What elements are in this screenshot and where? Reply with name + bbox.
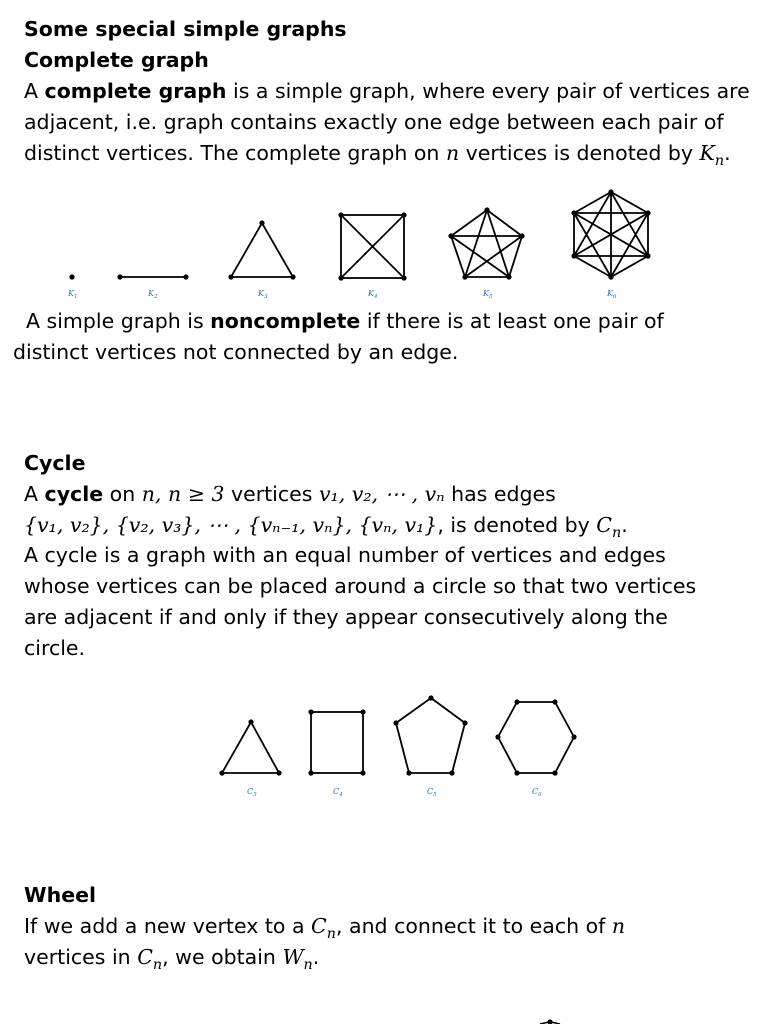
label-c3: $C_3$ [247,787,257,798]
noncomplete-line-1: A simple graph is noncomplete if there is at least one pair of [26,309,664,333]
label-k6: $K_6$ [607,289,617,300]
cycle-description-line-1: A cycle is a graph with an equal number of vertices and edges [24,543,666,567]
complete-graphs-figure [0,180,768,310]
complete-graph-heading: Complete graph [24,48,209,72]
complete-definition-line-2: adjacent, i.e. graph contains exactly one edge between each pair of [24,110,724,134]
label-k2: $K_2$ [148,289,158,300]
label-k1: $K_1$ [68,289,78,300]
complete-definition-line-1: A complete graph is a simple graph, where every pair of vertices are [24,79,750,103]
label-c6: $C_6$ [532,787,542,798]
wheel-definition-line-1: If we add a new vertex to a $C_n$, and connect it to each of n [24,914,626,943]
cycle-definition-line-1: A cycle on n, n ≥ 3 vertices v₁, v₂, ⋯ , vₙ has edges [24,482,556,506]
label-k4: $K_4$ [368,289,378,300]
complete-definition-line-3: distinct vertices. The complete graph on n vertices is denoted by $K_n$. [24,141,731,170]
cycle-description-line-2: whose vertices can be placed around a circle so that two vertices [24,574,697,598]
cycle-definition-line-2: {v₁, v₂}, {v₂, v₃}, ⋯ , {vₙ₋₁, vₙ}, {vₙ, v₁}, is denoted by $C_n$. [24,513,628,542]
section-title: Some special simple graphs [24,17,347,41]
label-k5: $K_5$ [483,289,493,300]
k1-vertex [69,274,74,279]
cycle-description-line-3: are adjacent if and only if they appear consecutively along the [24,605,668,629]
label-c4: $C_4$ [333,787,343,798]
wheel-heading: Wheel [24,883,97,907]
label-k3: $K_3$ [258,289,268,300]
cycle-description-line-4: circle. [24,636,86,660]
noncomplete-line-2: distinct vertices not connected by an edge. [13,340,459,364]
label-c5: $C_5$ [427,787,437,798]
cycle-graphs-figure [0,685,768,810]
cycle-heading: Cycle [24,451,86,475]
wheel-definition-line-2: vertices in $C_n$, we obtain $W_n$. [24,945,320,974]
wheel-figure-partial [0,1010,768,1024]
